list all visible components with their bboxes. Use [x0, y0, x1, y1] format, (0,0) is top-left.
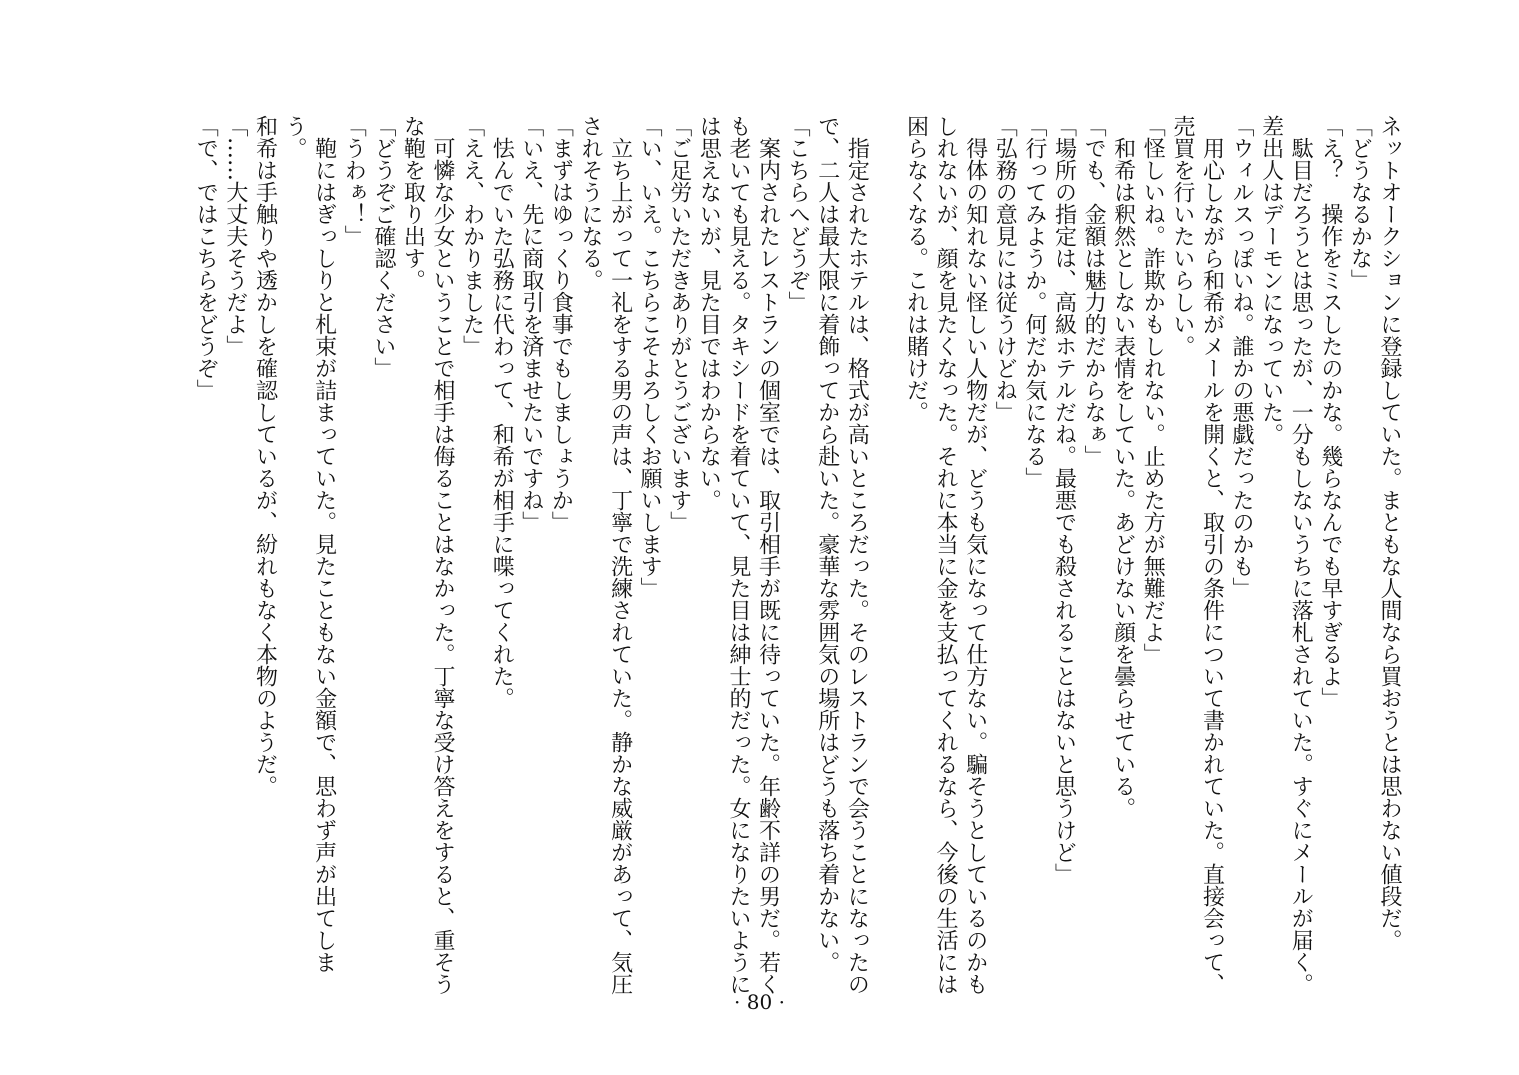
text-line: されそうになる。	[577, 115, 603, 291]
page-number: · 80 ·	[734, 990, 785, 1014]
text-line: 「ええ、わかりました」	[459, 115, 485, 357]
text-line: しれないが、顔を見たくなった。それに本当に金を支払ってくれるなら、今後の生活には	[933, 115, 959, 995]
blank-line	[871, 115, 901, 995]
text-line: 可憐な少女ということで相手は侮ることはなかった。丁寧な受け答えをすると、重そう	[430, 115, 455, 995]
text-line: 鞄にはぎっしりと札束が詰まっていた。見たこともない金額で、思わず声が出てしまう。	[282, 115, 337, 973]
text-line: 「どうぞご確認ください」	[370, 115, 396, 379]
text-line: ネットオークションに登録していた。まともな人間なら買おうとは思わない値段だ。	[1377, 115, 1402, 951]
text-line: 「いえ、先に商取引を済ませたいですね」	[518, 115, 544, 533]
text-line: 「え？ 操作をミスしたのかな。幾らなんでも早すぎるよ」	[1317, 115, 1343, 709]
text-line: 「場所の指定は、高級ホテルだね。最悪でも殺されることはないと思うけど」	[1051, 115, 1077, 885]
vertical-text-body	[114, 115, 1404, 995]
text-line: な鞄を取り出す。	[400, 115, 426, 291]
text-line: 「弘務の意見には従うけどね」	[992, 115, 1018, 423]
text-line: も老いても見える。タキシードを着ていて、見た目は紳士的だった。女になりたいように	[725, 115, 751, 995]
text-line: 「ご足労いただきありがとうございます」	[666, 115, 692, 533]
text-line: 用心しながら和希がメールを開くと、取引の条件について書かれていた。直接会って、	[1199, 115, 1225, 995]
text-line: で、二人は最大限に着飾ってから赴いた。豪華な雰囲気の場所はどうも落ち着かない。	[814, 115, 840, 973]
text-line: は思えないが、見た目ではわからない。	[696, 115, 722, 511]
text-line: 「どうなるかな」	[1347, 115, 1373, 291]
text-line: 駄目だろうとは思ったが、一分もしないうちに落札されていた。すぐにメールが届く。	[1288, 115, 1314, 995]
text-line: 「い、いえ。こちらこそよろしくお願いします」	[637, 115, 663, 599]
text-line: 「まずはゆっくり食事でもしましょうか」	[548, 115, 574, 533]
text-line: 和希は手触りや透かしを確認しているが、紛れもなく本物のようだ。	[252, 115, 278, 797]
text-line: 得体の知れない怪しい人物だが、どうも気になって仕方ない。騙そうとしているのかも	[962, 115, 988, 995]
text-line: 「こちらへどうぞ」	[785, 115, 811, 313]
text-line: 「怪しいね。詐欺かもしれない。止めた方が無難だよ」	[1140, 115, 1166, 665]
text-line: 差出人はデーモンになっていた。	[1258, 115, 1284, 445]
text-line: 「うわぁ！」	[341, 115, 367, 247]
text-line: 困らなくなる。これは賭けだ。	[903, 115, 929, 423]
text-line: 売買を行いたいらしい。	[1169, 115, 1195, 357]
text-line: 「ウィルスっぽいね。誰かの悪戯だったのかも」	[1229, 115, 1255, 599]
text-line: 和希は釈然としない表情をしていた。あどけない顔を曇らせている。	[1110, 115, 1136, 819]
text-line: 「行ってみようか。何だか気になる」	[1021, 115, 1047, 489]
text-line: 怯んでいた弘務に代わって、和希が相手に喋ってくれた。	[489, 115, 515, 709]
text-line: 立ち上がって一礼をする男の声は、丁寧で洗練されていた。静かな威厳があって、気圧	[607, 115, 633, 995]
text-line: 「……大丈夫そうだよ」	[222, 115, 248, 357]
text-line: 指定されたホテルは、格式が高いところだった。そのレストランで会うことになったの	[844, 115, 870, 995]
text-line: 案内されたレストランの個室では、取引相手が既に待っていた。年齢不詳の男だ。若く	[755, 115, 781, 995]
text-line: 「で、ではこちらをどうぞ」	[193, 115, 219, 401]
text-line: 「でも、金額は魅力的だからなぁ」	[1081, 115, 1107, 467]
